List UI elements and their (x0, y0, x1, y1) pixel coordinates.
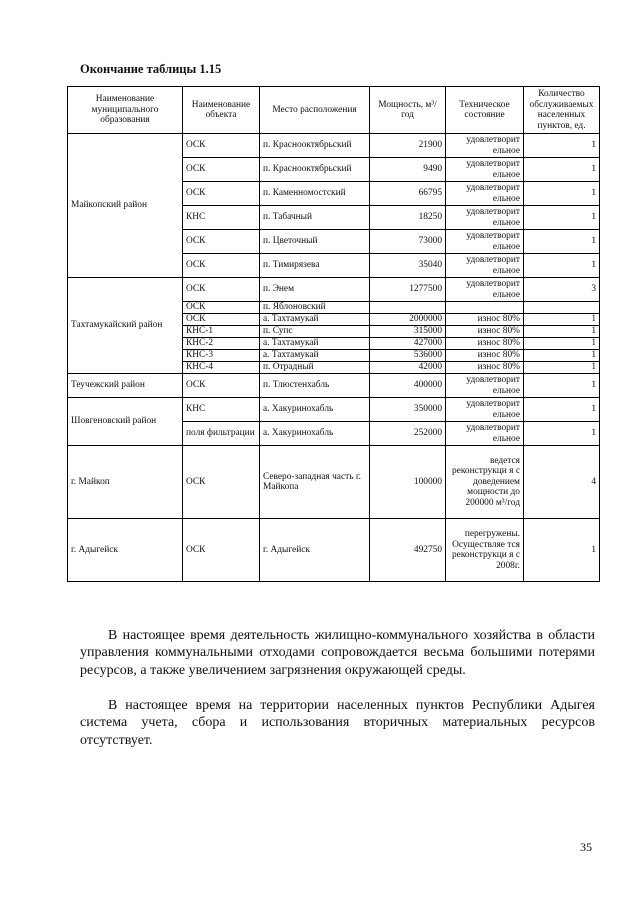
row-object: ОСК (183, 134, 260, 158)
row-location: п. Табачный (260, 206, 370, 230)
row-count: 1 (524, 206, 600, 230)
row-location: п. Тимирязева (260, 254, 370, 278)
table-row (68, 374, 600, 398)
row-capacity: 35040 (370, 254, 446, 278)
row-capacity: 2000000 (370, 314, 446, 326)
row-count: 4 (524, 446, 600, 519)
row-object: поля фильтрации (183, 422, 260, 446)
row-condition: износ 80% (446, 362, 524, 374)
row-location: п. Тлюстенхабль (260, 374, 370, 398)
row-capacity: 100000 (370, 446, 446, 519)
header-location: Место расположения (260, 87, 370, 134)
table-row (68, 519, 600, 582)
row-condition: удовлетворит ельное (446, 134, 524, 158)
row-location: а. Тахтамукай (260, 350, 370, 362)
row-object: ОСК (183, 519, 260, 582)
paragraph-2: В настоящее время на территории населенных пунктов Республики Адыгея система учета, сбора и использования вторичных материальных ресурсов отсутствует. (80, 698, 595, 748)
row-capacity: 536000 (370, 350, 446, 362)
row-count: 1 (524, 374, 600, 398)
row-capacity: 73000 (370, 230, 446, 254)
table-row (68, 134, 600, 158)
row-count: 1 (524, 182, 600, 206)
row-object: ОСК (183, 314, 260, 326)
row-condition: удовлетворит ельное (446, 422, 524, 446)
row-object: ОСК (183, 302, 260, 314)
row-capacity: 1277500 (370, 278, 446, 302)
row-condition: удовлетворит ельное (446, 398, 524, 422)
row-object: ОСК (183, 278, 260, 302)
header-municipality: Наименование муниципального образования (68, 87, 183, 134)
row-object: КНС-4 (183, 362, 260, 374)
row-location: п. Яблоновский (260, 302, 370, 314)
row-condition: удовлетворит ельное (446, 278, 524, 302)
row-condition: износ 80% (446, 338, 524, 350)
row-capacity: 427000 (370, 338, 446, 350)
row-object: ОСК (183, 158, 260, 182)
row-count: 1 (524, 362, 600, 374)
row-municipality: Майкопский район (68, 134, 183, 278)
table-row (68, 398, 600, 422)
paragraph-1: В настоящее время деятельность жилищно-коммунального хозяйства в области управления коммунальными отходами сопровождается весьма большими потерями ресурсов, а также увеличением загрязнения окружающей среды. (80, 628, 595, 678)
row-location: а. Хакуринохабль (260, 422, 370, 446)
row-location: а. Хакуринохабль (260, 398, 370, 422)
row-capacity: 350000 (370, 398, 446, 422)
row-location: п. Краснооктябрьский (260, 134, 370, 158)
row-condition: износ 80% (446, 326, 524, 338)
row-condition: ведется реконструкци я с доведением мощности до 200000 м³/год (446, 446, 524, 519)
row-condition (446, 302, 524, 314)
row-object: КНС-1 (183, 326, 260, 338)
table-header-row (68, 87, 600, 134)
row-count (524, 302, 600, 314)
row-capacity: 42000 (370, 362, 446, 374)
header-count: Количество обслуживаемых населенных пунктов, ед. (524, 87, 600, 134)
data-table (67, 86, 600, 582)
row-count: 1 (524, 350, 600, 362)
row-object: КНС (183, 398, 260, 422)
row-count: 1 (524, 338, 600, 350)
table-row (68, 278, 600, 302)
row-capacity: 66795 (370, 182, 446, 206)
row-capacity: 400000 (370, 374, 446, 398)
row-object: ОСК (183, 230, 260, 254)
row-condition: удовлетворит ельное (446, 230, 524, 254)
row-object: ОСК (183, 254, 260, 278)
row-location: п. Энем (260, 278, 370, 302)
header-capacity: Мощность, м³/год (370, 87, 446, 134)
page-number: 35 (580, 840, 592, 854)
row-location: Северо-западная часть г. Майкопа (260, 446, 370, 519)
row-location: г. Адыгейск (260, 519, 370, 582)
row-condition: удовлетворит ельное (446, 254, 524, 278)
table-caption: Окончание таблицы 1.15 (80, 62, 222, 76)
row-condition: удовлетворит ельное (446, 374, 524, 398)
row-condition: удовлетворит ельное (446, 158, 524, 182)
row-capacity: 315000 (370, 326, 446, 338)
row-count: 1 (524, 422, 600, 446)
header-condition: Техническое состояние (446, 87, 524, 134)
row-location: п. Отрадный (260, 362, 370, 374)
row-capacity: 21900 (370, 134, 446, 158)
row-location: п. Каменномостский (260, 182, 370, 206)
row-capacity: 18250 (370, 206, 446, 230)
header-object: Наименование объекта (183, 87, 260, 134)
row-count: 1 (524, 230, 600, 254)
row-count: 1 (524, 314, 600, 326)
row-count: 1 (524, 398, 600, 422)
row-count: 3 (524, 278, 600, 302)
row-capacity (370, 302, 446, 314)
row-object: КНС (183, 206, 260, 230)
row-condition: износ 80% (446, 350, 524, 362)
row-municipality: г. Майкоп (68, 446, 183, 519)
row-capacity: 492750 (370, 519, 446, 582)
row-object: КНС-2 (183, 338, 260, 350)
row-condition: удовлетворит ельное (446, 206, 524, 230)
row-condition: удовлетворит ельное (446, 182, 524, 206)
row-municipality: Теучежский район (68, 374, 183, 398)
table-row (68, 446, 600, 519)
row-location: п. Супс (260, 326, 370, 338)
row-capacity: 252000 (370, 422, 446, 446)
row-object: ОСК (183, 374, 260, 398)
row-condition: износ 80% (446, 314, 524, 326)
row-location: а. Тахтамукай (260, 314, 370, 326)
row-location: а. Тахтамукай (260, 338, 370, 350)
row-count: 1 (524, 519, 600, 582)
row-municipality: Тахтамукайский район (68, 278, 183, 374)
row-object: ОСК (183, 182, 260, 206)
row-object: КНС-3 (183, 350, 260, 362)
row-municipality: Шовгеновский район (68, 398, 183, 446)
row-municipality: г. Адыгейск (68, 519, 183, 582)
row-condition: перегружены. Осуществляе тся реконструкци я с 2008г. (446, 519, 524, 582)
row-location: п. Краснооктябрьский (260, 158, 370, 182)
row-capacity: 9490 (370, 158, 446, 182)
row-count: 1 (524, 158, 600, 182)
row-location: п. Цветочный (260, 230, 370, 254)
row-count: 1 (524, 134, 600, 158)
row-object: ОСК (183, 446, 260, 519)
row-count: 1 (524, 254, 600, 278)
row-count: 1 (524, 326, 600, 338)
